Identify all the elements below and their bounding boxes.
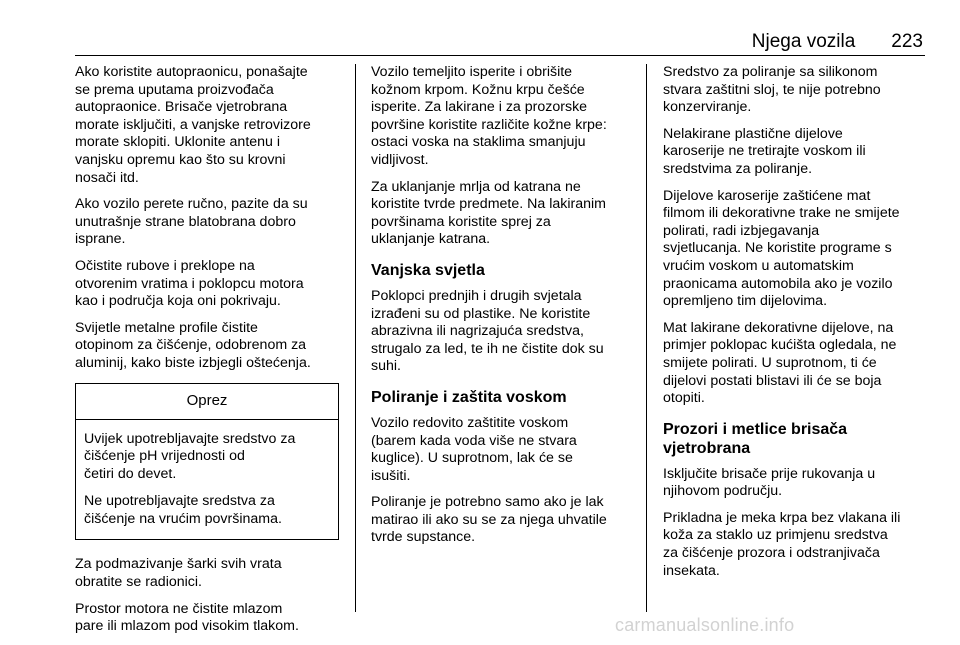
- column-3: [663, 64, 931, 589]
- watermark: carmanualsonline.info: [615, 615, 795, 635]
- section-heading: Vanjska svjetla: [371, 261, 485, 279]
- caution-title: Oprez: [76, 384, 338, 420]
- paragraph: Isključite brisače prije rukovanja u njihovom području.: [663, 465, 876, 500]
- paragraph: Za podmazivanje šarki svih vrata obratite se radionici.: [75, 556, 282, 591]
- paragraph: Ako vozilo perete ručno, pazite da su unutrašnje strane blatobrana dobro isprane.: [75, 196, 308, 248]
- column-divider: [355, 64, 356, 612]
- paragraph: Poliranje je potrebno samo ako je lak matirao ili ako su se za njega uhvatile tvrde supstance.: [371, 494, 607, 546]
- paragraph: Poklopci prednjih i drugih svjetala izrađeni su od plastike. Ne koristite abrazivna ili nagrizajuća sredstva, strugalo za led, te ih ne čistite dok su suhi.: [371, 287, 604, 375]
- column-divider: [646, 64, 647, 612]
- paragraph: Mat lakirane dekorativne dijelove, na primjer poklopac kućišta ogledala, ne smijete polirati. U suprotnom, ti će dijelovi postati blistavi ili će se boja otopiti.: [663, 319, 897, 407]
- paragraph: Prostor motora ne čistite mlazom pare ili mlazom pod visokim tlakom.: [75, 600, 299, 635]
- paragraph: Ako koristite autopraonicu, ponašajte se prema uputama proizvođača autopraonice. Brisače vjetrobrana morate isključiti, a vanjske retrovizore morate sklopiti. Uklonite antenu i vanjsku opremu kao što su krovni nosači itd.: [75, 64, 311, 186]
- caution-paragraph: Ne upotrebljavajte sredstva za čišćenje na vrućim površinama.: [84, 493, 282, 527]
- paragraph: Očistite rubove i preklope na otvorenim vratima i poklopcu motora kao i područja koja oni pokrivaju.: [75, 257, 304, 310]
- page-number: 223: [891, 31, 923, 52]
- paragraph: Vozilo redovito zaštitite voskom (barem kada voda više ne stvara kuglice). U suprotnom, lak će se isušiti.: [371, 414, 577, 484]
- header-rule: [75, 55, 925, 56]
- column-2: [371, 64, 639, 556]
- paragraph: Prikladna je meka krpa bez vlakana ili koža za staklo uz primjenu sredstva za čišćenje prozora i odstranjivača insekata.: [663, 509, 901, 579]
- page-header: [752, 30, 923, 54]
- section-title: Njega vozila: [751, 31, 856, 52]
- caution-body: [76, 420, 338, 540]
- paragraph: Nelakirane plastične dijelove karoserije ne tretirajte voskom ili sredstvima za poliranje.: [663, 125, 866, 177]
- section-heading: Prozori i metlice brisača vjetrobrana: [663, 420, 848, 457]
- paragraph: Sredstvo za poliranje sa silikonom stvara zaštitni sloj, te nije potrebno konzerviranje.: [663, 64, 881, 116]
- paragraph: Vozilo temeljito isperite i obrišite kožnom krpom. Kožnu krpu češće isperite. Za lakirane i za prozorske površine koristite različite kožne krpe: ostaci voska na staklima smanjuju vidljivost.: [371, 64, 607, 168]
- paragraph: Dijelove karoserije zaštićene mat filmom ili dekorativne trake ne smijete polirati, radi izbjegavanja svjetlucanja. Ne koristite programe s vrućim voskom u automatskim praonicama automobila ako je vozilo opremljeno tim dijelovima.: [663, 187, 900, 310]
- caution-paragraph: Uvijek upotrebljavajte sredstvo za čišćenje pH vrijednosti od četiri do devet.: [84, 430, 296, 482]
- caution-box: [75, 383, 339, 541]
- section-heading: Poliranje i zaštita voskom: [371, 388, 567, 406]
- column-1: [75, 64, 343, 645]
- paragraph: Za uklanjanje mrlja od katrana ne koristite tvrde predmete. Na lakiranim površinama koristite sprej za uklanjanje katrana.: [371, 178, 606, 248]
- paragraph: Svijetle metalne profile čistite otopinom za čišćenje, odobrenom za aluminij, kako biste izbjegli oštećenja.: [75, 319, 311, 371]
